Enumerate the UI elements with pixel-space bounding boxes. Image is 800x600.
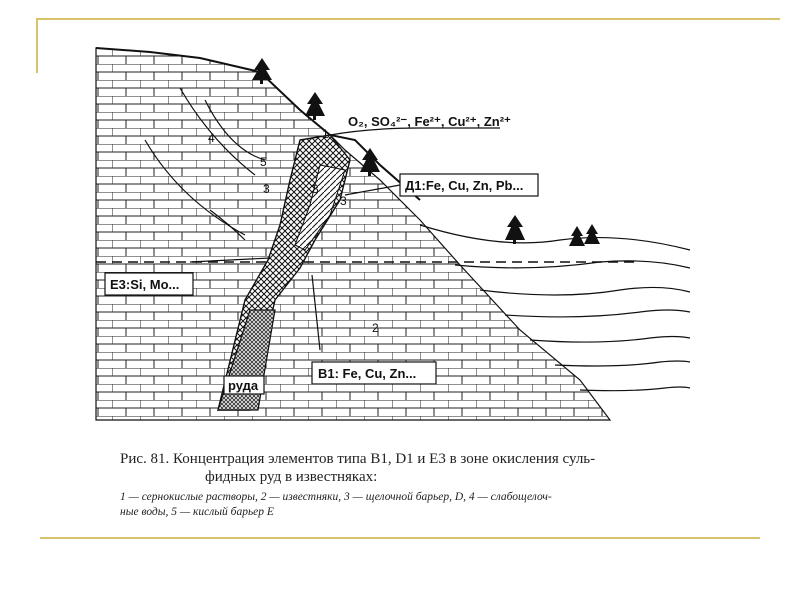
element-box-e3-label: E3:Si, Mo... — [110, 277, 180, 292]
caption-title-line2: фидных руд в известняках: — [205, 469, 378, 485]
marker-3c: 3 — [340, 194, 347, 208]
ion-solution-label: O₂, SO₄²⁻, Fe²⁺, Cu²⁺, Zn²⁺ — [348, 114, 511, 129]
caption-title-line1: Рис. 81. Концентрация элементов типа B1, D1 и E3 в зоне окисления суль- — [120, 451, 596, 467]
element-box-b1-label: B1: Fe, Cu, Zn... — [318, 366, 417, 381]
ore-label: руда — [228, 378, 259, 393]
marker-3a: 3 — [263, 182, 270, 196]
figure-caption — [120, 450, 720, 520]
marker-4: 4 — [208, 131, 215, 145]
element-box-d1-label: Д1:Fe, Cu, Zn, Pb... — [405, 178, 524, 193]
caption-legend-line1: 1 — сернокислые растворы, 2 — известняки, 3 — щелочной барьер, D, 4 — слабощелоч- — [120, 491, 552, 503]
marker-5: 5 — [260, 155, 267, 169]
marker-2: 2 — [372, 321, 379, 335]
caption-legend-line2: ные воды, 5 — кислый барьер E — [120, 506, 274, 518]
surface-solution-line — [330, 128, 500, 135]
marker-1: 1 — [322, 127, 329, 141]
marker-3b: 3 — [312, 182, 319, 196]
decorative-frame-bottom — [40, 537, 760, 539]
